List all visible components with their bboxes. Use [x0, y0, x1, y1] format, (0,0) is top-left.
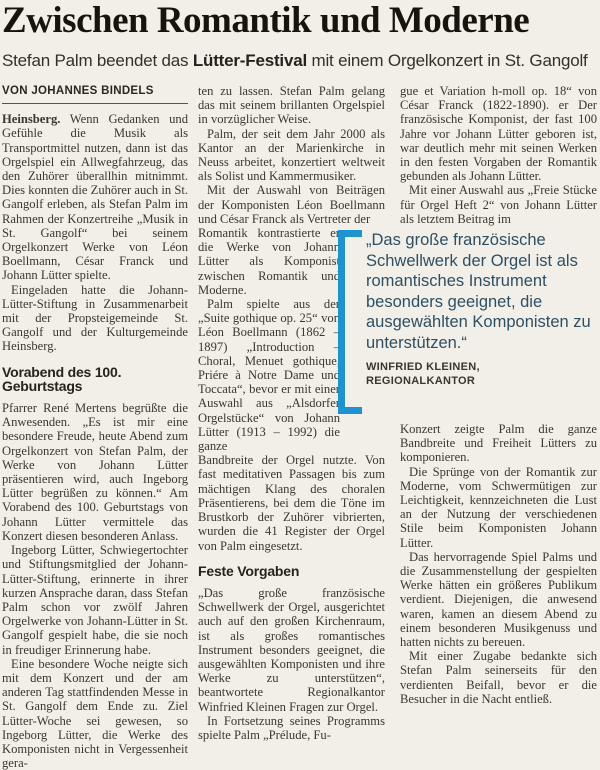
column-1 — [2, 84, 188, 770]
col3-block-bottom — [400, 422, 597, 706]
paragraph: Mit einer Zugabe bedankte sich Stefan Palm seinerseits für den verdienten Beifall, bevor er die Besucher in die Nacht entließ. — [400, 649, 597, 706]
article-headline: Zwischen Romantik und Moderne — [2, 0, 530, 41]
paragraph: Ingeborg Lütter, Schwiegertochter und Stiftungsmitglied der Johann-Lütter-Stiftung, erinnerte in ihrer kurzen Ansprache daran, dass Stefan Palm schon vor zwölf Jahren Orgelwerke von Johann-Lütter in St. Gangolf gespielt habe, die sie noch in freudiger Erinnerung habe. — [2, 543, 188, 657]
col3-block-top — [400, 84, 597, 226]
paragraph: Mit einer Auswahl aus „Freie Stücke für Orgel Heft 2“ von Johann Lütter als letztem Beitrag im — [400, 183, 597, 226]
column-3 — [400, 84, 597, 706]
paragraph: gue et Variation h-moll op. 18“ von César Franck (1822-1890). er Der französische Komponist, der fast 100 Jahre vor Johann Lütter geboren ist, war deutlich mehr mit seinen Werken in den festen Vorgaben der Romantik gebunden als Johann Lütter. — [400, 84, 597, 184]
paragraph: Pfarrer René Mertens begrüßte die Anwesenden. „Es ist mir eine besondere Freude, heute Abend zum Orgelkonzert von Stefan Palm, der Werke von Johann Lütter präsentieren wird, auch Ingeborg Lütter begrüßen zu können.“ Am Vorabend des 100. Geburtstags von Johann Lütter vermittele das Konzert diesen besonderen Anlass. — [2, 401, 188, 543]
col2-block-narrow — [198, 226, 340, 453]
subtitle-post: mit einem Orgelkonzert in St. Gangolf — [306, 51, 588, 70]
dateline: Heinsberg. — [2, 112, 61, 127]
col1-block1 — [2, 283, 188, 354]
paragraph: In Fortsetzung seines Programms spielte Palm „Prélude, Fu- — [198, 713, 385, 742]
attribution-name: WINFRIED KLEINEN, — [366, 361, 480, 373]
subtitle-pre: Stefan Palm beendet das — [2, 51, 193, 70]
paragraph: Konzert zeigte Palm die ganze Bandbreite und Freiheit Lütters zu komponieren. — [400, 422, 597, 465]
paragraph: Palm spielte aus der „Suite gothique op. 25“ von Léon Boellmann (1862 – 1897) „Introduction – Choral, Menuet gothique, Priére à Notre Dame und Toccata“, bevor er mit einer Auswahl aus „Alsdorfer Orgelstücke“ von Johann Lütter (1913 – 1992) die ganze — [198, 297, 340, 454]
paragraph: Eine besondere Woche neigte sich mit dem Konzert und der am anderen Tag stattfindenden Messe in St. Gangolf dem Ende zu. Ziel Lütter-Woche sei gewesen, so Ingeborg Lütter, die Werke des Komponisten nicht in Vergessenheit gera- — [2, 656, 188, 770]
col1-lead-block — [2, 112, 188, 282]
pull-quote — [338, 226, 598, 389]
paragraph: Palm, der seit dem Jahr 2000 als Kantor an der Marienkirche in Neuss arbeitet, konzertiert weltweit als Solist und Kammermusiker. — [198, 126, 385, 184]
paragraph: Bandbreite der Orgel nutzte. Von fast meditativen Passagen bis zum mächtigen Klang des choralen Präsentierens, bei dem die Töne im Brustkorb der Zuhörer vibrierten, wurden die 41 Register der Orgel von Palm eingesetzt. — [198, 453, 385, 553]
pull-quote-text: „Das große französische Schwellwerk der Orgel ist als romantisches Instrument besonders geeignet, die ausgewählten Komponisten zu unterstützen.“ — [366, 231, 591, 352]
col2-block-mid — [198, 453, 385, 552]
col1-block2 — [2, 401, 188, 770]
attribution-role: REGIONALKANTOR — [366, 375, 476, 388]
article-subtitle — [2, 51, 598, 71]
paragraph: Das hervorragende Spiel Palms und die Zusammenstellung der gespielten Werke hätten ein größeres Publikum verdient. Diejenigen, die anwesend waren, kamen an diesem Abend zu einem besonderen Musikgenuss und hatten nichts zu bereuen. — [400, 549, 597, 650]
paragraph: Mit der Auswahl von Beiträgen der Komponisten Léon Boellmann und César Franck als Vertreter der — [198, 183, 385, 226]
subheading-vorabend: Vorabend des 100. Geburtstags — [2, 363, 122, 394]
quote-bracket-icon — [338, 230, 362, 414]
subheading-feste-vorgaben: Feste Vorgaben — [198, 562, 300, 579]
lead-text: Wenn Gedanken und Gefühle die Musik als Transportmittel nutzen, dann ist das Orgelspiel ein Allwegfahrzeug, das den Zuhörer überallhin mitnimmt. Dies konnten die Zuhörer auch in St. Gangolf erleben, als Stefan Palm im Rahmen der Konzertreihe „Musik in St. Gangolf“ bei seinem Orgelkonzert Werke von Léon Boellmann, César Franck und Johann Lütter spielte. — [2, 112, 188, 283]
subtitle-bold-festival: Lütter-Festival — [192, 51, 307, 70]
paragraph: „Das große französische Schwellwerk der Orgel, ausgerichtet auch auf den großen Kirchenraum, ist als großes romantisches Instrument besonders geeignet, die ausgewählten Komponisten und ihre Werke zu unterstützen“, beantwortete Regionalkantor Winfried Kleinen Fragen zur Orgel. — [198, 585, 385, 714]
pull-quote-attribution — [366, 360, 598, 389]
col2-block-top — [198, 84, 385, 226]
col2-block-bottom — [198, 586, 385, 742]
paragraph: Die Sprünge von der Romantik zur Moderne, vom Schwermütigen zur Leichtigkeit, kennzeichneten die Lust an der Nutzung der verschiedenen Stile beim Komponisten Johann Lütter. — [400, 464, 597, 550]
lead-paragraph — [2, 112, 188, 282]
byline-rule — [2, 103, 188, 104]
paragraph: Romantik kontrastierte er die Werke von Johann Lütter als Komponist zwischen Romantik und Moderne. — [198, 226, 340, 297]
paragraph: Eingeladen hatte die Johann-Lütter-Stiftung in Zusammenarbeit mit der Propsteigemeinde St. Gangolf und der Kulturgemeinde Heinsberg. — [2, 282, 188, 354]
paragraph: ten zu lassen. Stefan Palm gelang das mit seinem brillanten Orgelspiel in vorzüglicher Weise. — [198, 84, 385, 127]
byline: VON JOHANNES BINDELS — [2, 85, 154, 97]
